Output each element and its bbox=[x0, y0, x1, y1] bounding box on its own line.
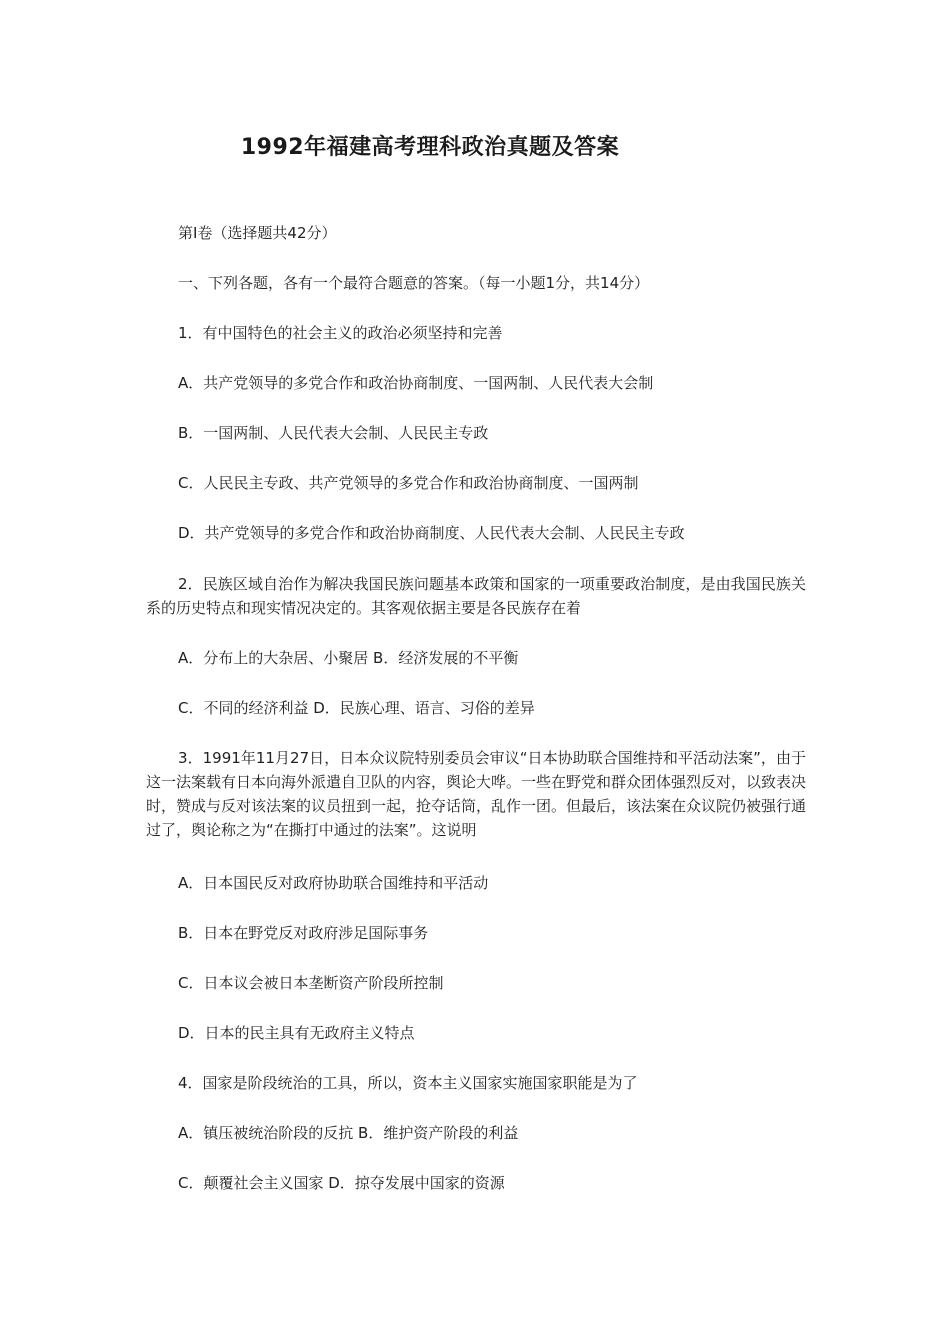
question-1-option-a: A．共产党领导的多党合作和政治协商制度、一国两制、人民代表大会制 bbox=[178, 374, 654, 392]
question-1-stem: 1．有中国特色的社会主义的政治必须坚持和完善 bbox=[178, 324, 503, 342]
question-1-option-b: B．一国两制、人民代表大会制、人民民主专政 bbox=[178, 424, 489, 442]
question-3-option-d: D．日本的民主具有无政府主义特点 bbox=[178, 1024, 415, 1042]
question-3-stem: 3．1991年11月27日，日本众议院特别委员会审议“日本协助联合国维持和平活动法案”，由于这一法案载有日本向海外派遣自卫队的内容，舆论大哗。一些在野党和群众团体强烈反对，以致表决时，赞成与反对该法案的议员扭到一起，抢夺话筒，乱作一团。但最后，该法案在众议院仍被强行通过了，舆论称之为“在撕打中通过的法案”。这说明 bbox=[146, 749, 807, 839]
question-1-option-c: C．人民民主专政、共产党领导的多党合作和政治协商制度、一国两制 bbox=[178, 474, 639, 492]
document-title: 1992年福建高考理科政治真题及答案 bbox=[240, 135, 620, 160]
question-3-option-a: A．日本国民反对政府协助联合国维持和平活动 bbox=[178, 874, 489, 892]
section-header: 第I卷（选择题共42分） bbox=[178, 224, 337, 242]
question-2-options-cd: C．不同的经济利益 D．民族心理、语言、习俗的差异 bbox=[178, 699, 535, 717]
part-instruction: 一、下列各题，各有一个最符合题意的答案。（每一小题1分，共14分） bbox=[178, 274, 650, 292]
question-2-options-ab: A．分布上的大杂居、小聚居 B．经济发展的不平衡 bbox=[178, 649, 519, 667]
question-3-option-b: B．日本在野党反对政府涉足国际事务 bbox=[178, 924, 429, 942]
question-4-options-ab: A．镇压被统治阶段的反抗 B．维护资产阶段的利益 bbox=[178, 1124, 519, 1142]
question-3-option-c: C．日本议会被日本垄断资产阶段所控制 bbox=[178, 974, 444, 992]
question-4-options-cd: C．颠覆社会主义国家 D．掠夺发展中国家的资源 bbox=[178, 1174, 505, 1192]
question-2-stem: 2．民族区域自治作为解决我国民族问题基本政策和国家的一项重要政治制度，是由我国民族关系的历史特点和现实情况决定的。其客观依据主要是各民族存在着 bbox=[146, 575, 806, 617]
question-1-option-d: D．共产党领导的多党合作和政治协商制度、人民代表大会制、人民民主专政 bbox=[178, 524, 685, 542]
question-4-stem: 4．国家是阶段统治的工具，所以，资本主义国家实施国家职能是为了 bbox=[178, 1074, 638, 1092]
